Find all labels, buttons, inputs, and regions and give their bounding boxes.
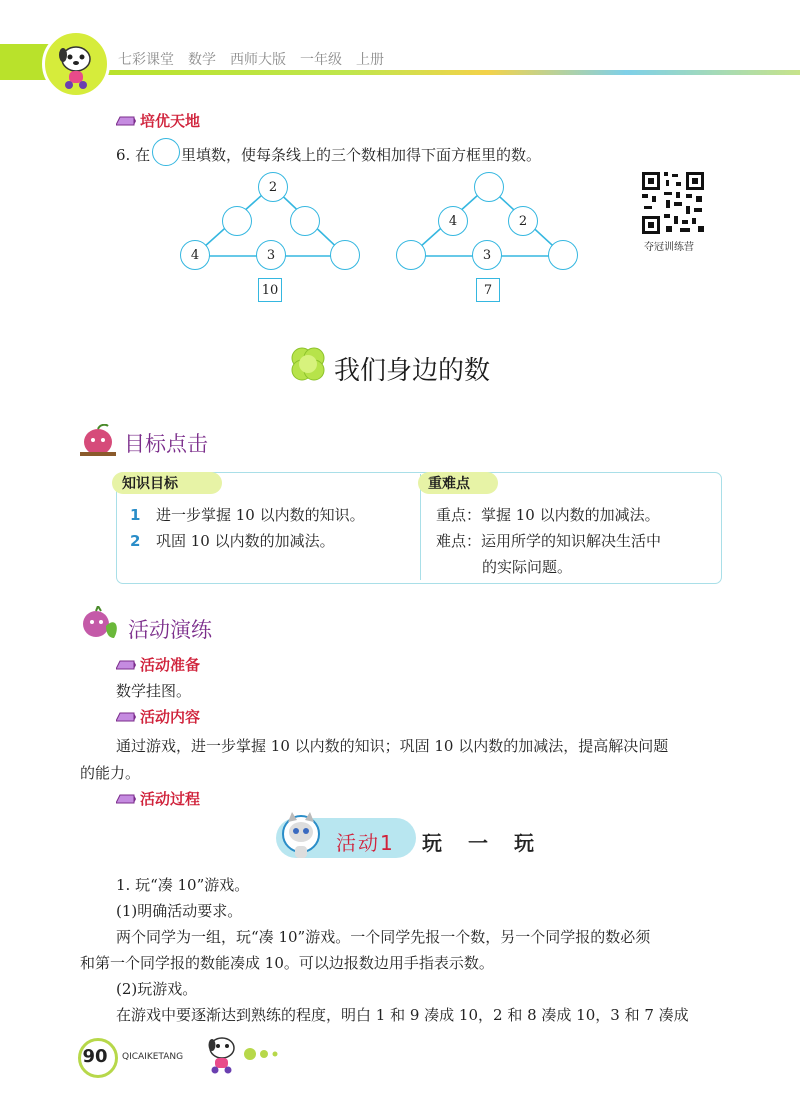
activity-1-title: 玩一玩 [422, 831, 560, 855]
section-heading-goals: 目标点击 [124, 432, 208, 456]
activity-line: 和第一个同学报的数能凑成 10。可以边报数边用手指表示数。 [80, 954, 494, 972]
pencil-icon [116, 659, 136, 671]
circle-bottommid-left-triangle[interactable]: 3 [256, 240, 286, 270]
target-box-left: 10 [258, 278, 282, 302]
page-number: 90 [82, 1046, 108, 1067]
cat-mascot-icon [280, 812, 322, 862]
circle-midright-right-triangle[interactable]: 2 [508, 206, 538, 236]
circle-bottommid-right-triangle[interactable]: 3 [472, 240, 502, 270]
subheading-content: 活动内容 [140, 708, 201, 726]
activity-1-label: 活动1 [336, 831, 395, 855]
subheading-process: 活动过程 [140, 790, 201, 808]
circle-top-right-triangle[interactable] [474, 172, 504, 202]
circle-bottomright-left-triangle[interactable] [330, 240, 360, 270]
circle-midleft-left-triangle[interactable] [222, 206, 252, 236]
qr-code-icon[interactable] [640, 170, 706, 236]
activity-line: (2)玩游戏。 [116, 980, 198, 998]
question-6-prefix: 6. 在 [116, 146, 151, 164]
activity-line: (1)明确活动要求。 [116, 902, 243, 920]
clover-icon [288, 346, 328, 382]
pencil-icon [116, 115, 136, 127]
activity-line: 1. 玩“凑 10”游戏。 [116, 876, 250, 894]
circle-bottomleft-left-triangle[interactable]: 4 [180, 240, 210, 270]
goal-item-number: 1 [130, 506, 141, 524]
circle-midright-left-triangle[interactable] [290, 206, 320, 236]
prep-text: 数学挂图。 [116, 682, 192, 700]
apple-mascot-icon [76, 424, 120, 458]
activity-line: 两个同学为一组，玩“凑 10”游戏。一个同学先报一个数，另一个同学报的数必须 [116, 928, 651, 946]
goal-item-number: 2 [130, 532, 141, 550]
section-heading-peiyou: 培优天地 [140, 112, 201, 130]
question-6-text: 里填数，使每条线上的三个数相加得下面方框里的数。 [181, 146, 542, 164]
key-point-line: 重点：掌握 10 以内数的加减法。 [436, 506, 660, 524]
circle-bottomleft-right-triangle[interactable] [396, 240, 426, 270]
content-text-line1: 通过游戏，进一步掌握 10 以内数的知识；巩固 10 以内数的加减法，提高解决问题 [116, 737, 669, 755]
berry-mascot-icon [76, 606, 122, 640]
footer-label: QICAIKETANG [122, 1052, 184, 1062]
header-title: 七彩课堂 数学 西师大版 一年级 上册 [118, 52, 384, 68]
qr-caption: 夺冠训练营 [644, 242, 694, 253]
section-heading-activity: 活动演练 [128, 618, 212, 642]
circle-midleft-right-triangle[interactable]: 4 [438, 206, 468, 236]
pencil-icon [116, 711, 136, 723]
blank-circle-sample [152, 138, 180, 166]
dog-mascot-logo [42, 30, 110, 98]
footer-dog-mascot-icon [200, 1030, 290, 1076]
difficulty-line: 难点：运用所学的知识解决生活中 [436, 532, 662, 550]
key-points-label: 重难点 [418, 472, 498, 494]
content-text-line2: 的能力。 [80, 764, 141, 782]
difficulty-line-cont: 的实际问题。 [482, 558, 573, 576]
goal-item-text: 巩固 10 以内数的加减法。 [156, 532, 335, 550]
dog-mascot-icon [45, 33, 107, 95]
pencil-icon [116, 793, 136, 805]
target-box-right: 7 [476, 278, 500, 302]
lesson-title: 我们身边的数 [334, 356, 491, 386]
circle-bottomright-right-triangle[interactable] [548, 240, 578, 270]
subheading-prep: 活动准备 [140, 656, 201, 674]
goal-item-text: 进一步掌握 10 以内数的知识。 [156, 506, 365, 524]
knowledge-goal-label: 知识目标 [112, 472, 222, 494]
circle-top-left-triangle[interactable]: 2 [258, 172, 288, 202]
activity-line: 在游戏中要逐渐达到熟练的程度，明白 1 和 9 凑成 10，2 和 8 凑成 10，3 和 7 凑成 [116, 1006, 689, 1024]
